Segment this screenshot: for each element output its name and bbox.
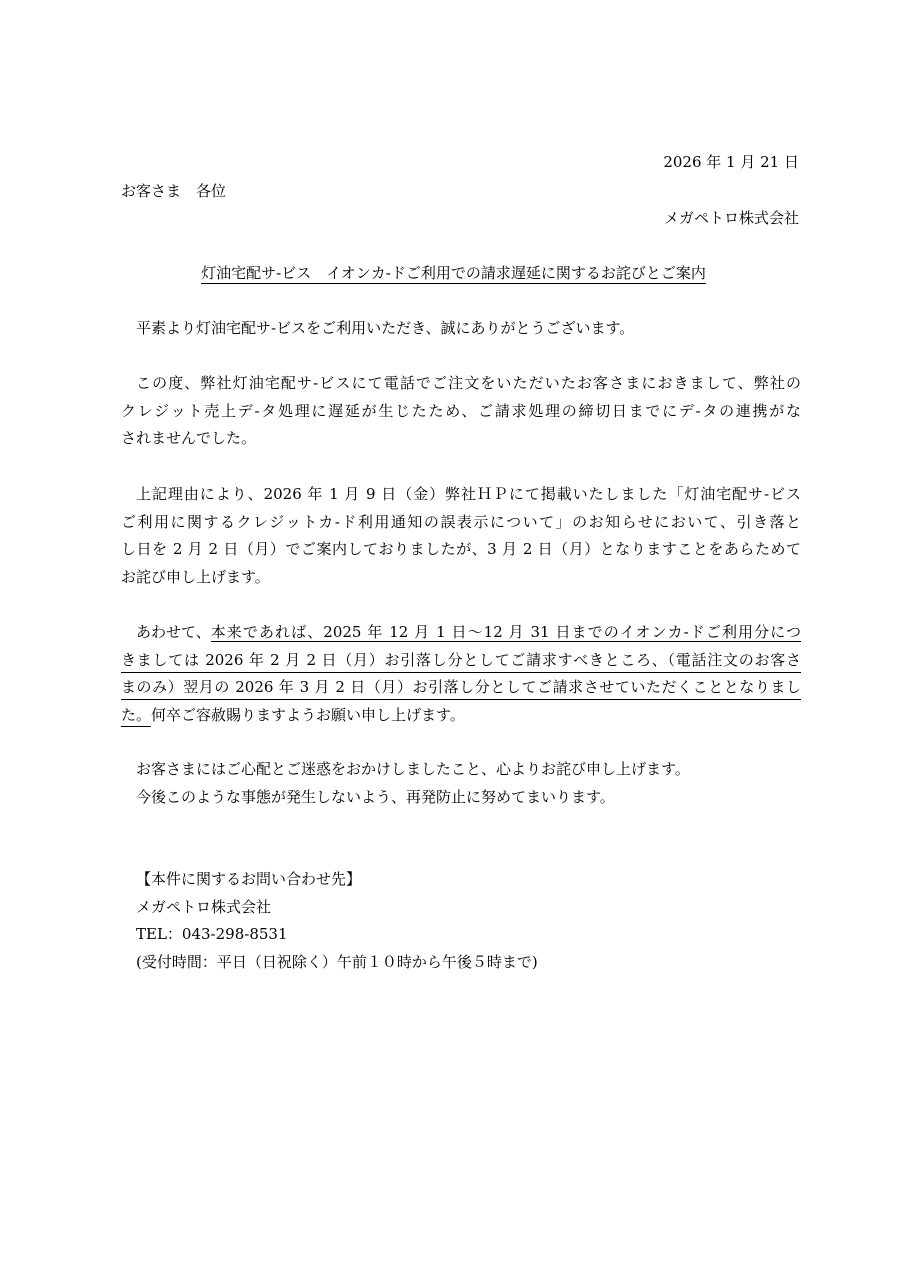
paragraph-5-line-2: 今後このような事態が発生しないよう、再発防止に努めてまいります。: [136, 788, 615, 806]
document-title-text: 灯油宅配サ-ビス イオンカ-ドご利用での請求遅延に関するお詫びとご案内: [201, 264, 706, 282]
paragraph-4-line-1-plain: あわせて、: [136, 623, 211, 641]
paragraph-4-line-2: [121, 650, 801, 670]
contact-heading: 【本件に関するお問い合わせ先】: [136, 870, 362, 888]
document-date: 2026 年 1 月 21 日: [663, 153, 799, 171]
paragraph-5-line-1: お客さまにはご心配とご迷惑をおかけしましたこと、心よりお詫び申し上げます。: [136, 760, 690, 778]
contact-hours: (受付時間：平日（日祝除く）午前１０時から午後５時まで): [136, 953, 538, 971]
paragraph-4-line-4-underlined: た。: [121, 706, 151, 727]
paragraph-4-line-1-underlined: 本来であれば、2025 年 12 月 1 日～12 月 31 日までのイオンカ-ドご利用分につ: [210, 623, 801, 641]
paragraph-greeting: 平素より灯油宅配サ-ビスをご利用いただき、誠にありがとうございます。: [136, 319, 635, 337]
document-title: [0, 263, 907, 283]
contact-company: メガペトロ株式会社: [136, 898, 272, 916]
paragraph-4-line-3-underlined: まのみ）翌月の 2026 年 3 月 2 日（月）お引落し分としてご請求させていただくこととなりまし: [121, 677, 801, 700]
paragraph-4-line-2-underlined: きましては 2026 年 2 月 2 日（月）お引落し分としてご請求すべきところ、（電話注文のお客さ: [121, 650, 801, 673]
paragraph-2-line-1: この度、弊社灯油宅配サ-ビスにて電話でご注文をいただいたお客さまにおきまして、弊社の: [136, 374, 801, 392]
recipient: お客さま 各位: [121, 182, 227, 200]
paragraph-4-line-1: [136, 622, 801, 642]
paragraph-4-line-4: [121, 705, 801, 725]
paragraph-3-line-2: ご利用に関するクレジットカ-ド利用通知の誤表示について」のお知らせにおいて、引き落と: [121, 513, 801, 531]
paragraph-3-line-1: 上記理由により、2026 年 1 月 9 日（金）弊社ＨＰにて掲載いたしました「灯油宅配サ-ビス: [136, 485, 801, 503]
contact-tel: TEL：043-298-8531: [136, 925, 288, 943]
paragraph-3-line-3: し日を 2 月 2 日（月）でご案内しておりましたが、3 月 2 日（月）となりますことをあらためて: [121, 540, 801, 558]
paragraph-3-line-4: お詫び申し上げます。: [121, 568, 270, 586]
sender-company: メガペトロ株式会社: [663, 209, 799, 227]
paragraph-4-line-3: [121, 677, 801, 697]
paragraph-4-line-4-plain: 何卒ご容赦賜りますようお願い申し上げます。: [151, 706, 465, 724]
paragraph-2-line-3: されませんでした。: [121, 429, 257, 447]
paragraph-2-line-2: クレジット売上デ-タ処理に遅延が生じたため、ご請求処理の締切日までにデ-タの連携がな: [121, 402, 801, 420]
